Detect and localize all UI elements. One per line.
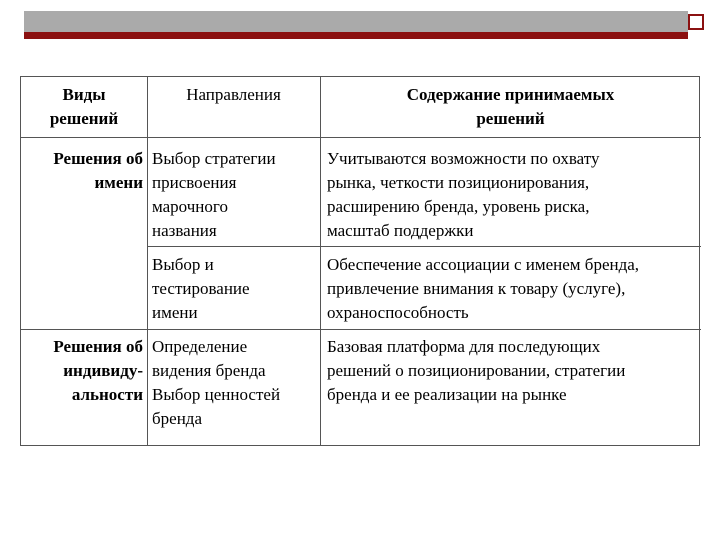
header-decision-types: Виды решений [49,85,119,128]
table-divider [21,137,701,138]
row-content-brand-vision: Базовая платформа для последующих решений о позиционировании, стратегии бренда и ее реализации на рынке [327,337,626,404]
row-content-naming-strategy: Учитываются возможности по охвату рынка, четкости позиционирования, расширению бренда, уровень риска, масштаб поддержки [327,149,600,240]
row-content-name-testing: Обеспечение ассоциации с именем бренда, привлечение внимания к товару (услуге), охраноспособность [327,255,640,322]
decisions-table [20,76,700,446]
row-type-individuality-decisions: Решения об индивиду- альности [53,337,143,404]
header-directions: Направления [186,85,281,104]
header-gray-bar [24,11,688,32]
row-direction-name-testing: Выбор и тестирование имени [152,255,250,322]
table-divider [320,77,321,445]
row-type-name-decisions: Решения об имени [53,149,143,192]
row-direction-naming-strategy: Выбор стратегии присвоения марочного названия [152,149,276,240]
table-divider [147,77,148,445]
table-divider [147,246,701,247]
header-accent-bar [24,32,688,39]
header-decision-content: Содержание принимаемых решений [406,85,615,128]
row-direction-brand-vision: Определение видения бренда Выбор ценностей бренда [152,337,281,428]
decorative-square-icon [688,14,704,30]
table-divider [21,329,701,330]
